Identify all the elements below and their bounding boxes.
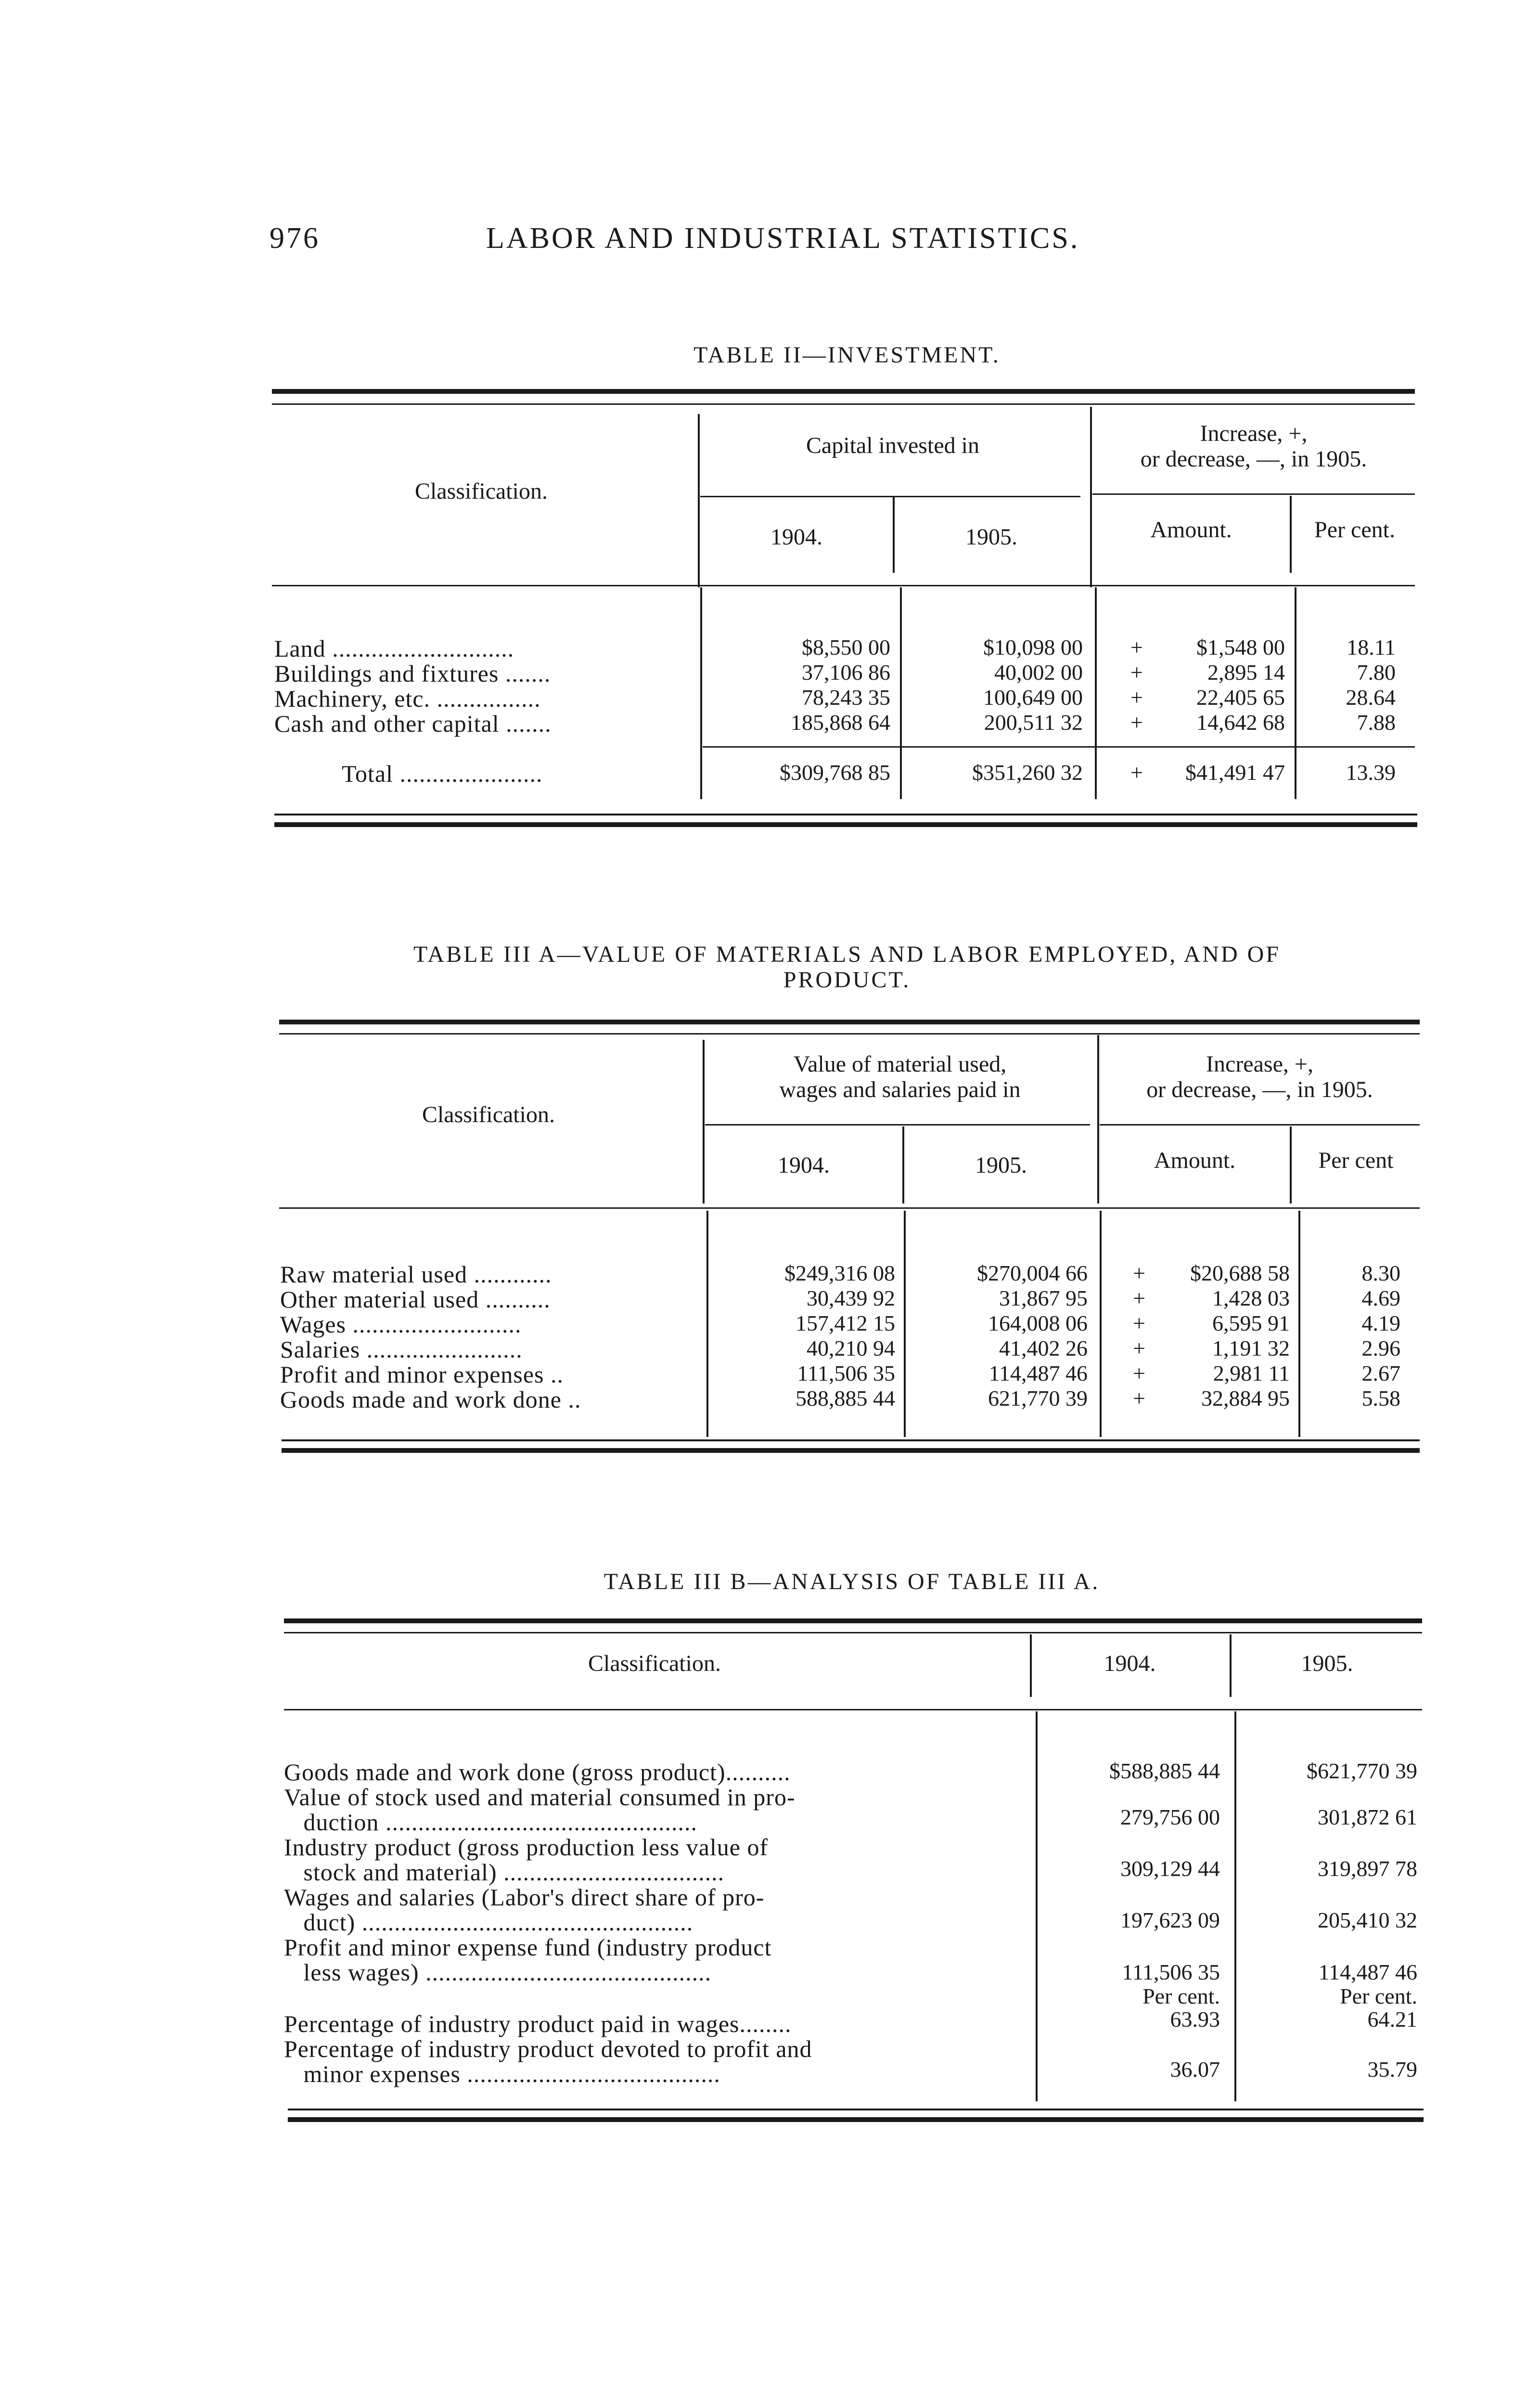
table3a-subrule-2 (1100, 1124, 1420, 1126)
table3a-row-label: Profit and minor expenses .. (280, 1361, 564, 1388)
table3a-col-amount: Amount. (1154, 1148, 1236, 1173)
running-header (270, 221, 1232, 265)
table2-cell-sign: + (1130, 635, 1143, 660)
table2-total-1904: $309,768 85 (780, 760, 890, 785)
table3a-vline-4 (1290, 1126, 1292, 1204)
table2-row-label: Cash and other capital ....... (274, 710, 552, 737)
table3a-cell-sign: + (1133, 1286, 1145, 1310)
table3a-vline-3 (902, 1126, 904, 1204)
table3a-col-percent: Per cent (1318, 1148, 1394, 1173)
table2-vline-3 (893, 496, 895, 573)
table2-row-label: Machinery, etc. ................ (274, 685, 541, 712)
table2-top-rule (272, 389, 1415, 394)
table2-cell-1904: $8,550 00 (802, 635, 890, 660)
table3a-row-label: Wages .......................... (280, 1311, 522, 1338)
table2-cell-amount: 14,642 68 (1196, 710, 1285, 735)
table2-body-vline-1 (700, 587, 702, 799)
table3a-top-rule (279, 1020, 1420, 1024)
table2-body-vline-2 (900, 587, 902, 799)
table3a-col-change: Increase, +, or decrease, —, in 1905. (1146, 1051, 1373, 1102)
table3b-cell-1905: 114,487 46 (1318, 1960, 1417, 1984)
table3a-bottom-rule-thin (282, 1439, 1420, 1441)
table2-bottom-rule (274, 822, 1417, 827)
table3a-cell-amount: 1,428 03 (1212, 1286, 1290, 1310)
table2-subrule-1 (700, 496, 1080, 497)
table3a-cell-sign: + (1133, 1361, 1145, 1385)
table3a-cell-1905: 31,867 95 (999, 1286, 1088, 1310)
table3b-top-rule (284, 1618, 1422, 1623)
table3a-row-label: Goods made and work done .. (280, 1386, 581, 1413)
table3a-cell-percent: 4.69 (1361, 1286, 1400, 1310)
table2-col-change: Increase, +, or decrease, —, in 1905. (1140, 421, 1367, 472)
table2-cell-1905: $10,098 00 (983, 635, 1083, 660)
table3b-percent-label-1904: Per cent. (1142, 1984, 1220, 2008)
table3a-header-rule (279, 1207, 1420, 1209)
running-title: LABOR AND INDUSTRIAL STATISTICS. (486, 222, 1080, 255)
table3a-vline-2 (1097, 1035, 1099, 1204)
table3b-body-vline-1 (1036, 1711, 1038, 2101)
table2-title: TABLE II—INVESTMENT. (693, 342, 1001, 368)
table3b-top-rule-thin (284, 1632, 1422, 1633)
table2-cell-1905: 40,002 00 (994, 660, 1083, 685)
table2-cell-1904: 185,868 64 (791, 710, 890, 735)
table2-cell-sign: + (1130, 685, 1143, 710)
table3b-row-line: Goods made and work done (gross product).......... (284, 1759, 791, 1786)
table3a-cell-percent: 2.96 (1361, 1336, 1400, 1360)
table2-col-classification: Classification. (415, 479, 548, 504)
table2-total-percent: 13.39 (1346, 760, 1396, 785)
table3b-row-line: duct) ................................................... (284, 1909, 693, 1936)
table3b-cell-1905: $621,770 39 (1307, 1759, 1417, 1783)
table3a-body-vline-4 (1298, 1211, 1300, 1437)
table3a-cell-1904: $249,316 08 (784, 1261, 895, 1285)
table3a-title-line1: TABLE III A—VALUE OF MATERIALS AND LABOR EMPLOYED, AND OF (413, 942, 1281, 967)
table3b-bottom-rule (288, 2117, 1424, 2122)
table3b-cell-1904: 36.07 (1170, 2057, 1220, 2082)
table2-header-rule (272, 585, 1415, 586)
table3b-col-1904: 1904. (1104, 1651, 1156, 1676)
table2-cell-percent: 7.80 (1357, 660, 1396, 685)
table2-cell-amount: $1,548 00 (1196, 635, 1285, 660)
table3b-cell-1904: 197,623 09 (1120, 1908, 1220, 1932)
table3b-cell-1904: 309,129 44 (1120, 1856, 1220, 1881)
table3a-cell-sign: + (1133, 1336, 1145, 1360)
table2-cell-percent: 28.64 (1346, 685, 1396, 710)
table2-vline-1 (698, 414, 700, 587)
table3a-cell-1904: 588,885 44 (796, 1386, 895, 1411)
table3a-col-value: Value of material used, wages and salaries paid in (779, 1051, 1021, 1102)
table3a-col-1905: 1905. (975, 1152, 1027, 1178)
table3a-cell-1905: 164,008 06 (988, 1311, 1088, 1335)
table2-cell-1904: 78,243 35 (802, 685, 890, 710)
table3b-cell-1905: 35.79 (1367, 2057, 1417, 2082)
table3b-head-vline-1 (1030, 1634, 1032, 1697)
table3a-cell-amount: 2,981 11 (1213, 1361, 1290, 1385)
table2-col-percent: Per cent. (1314, 517, 1395, 543)
table3b-cell-1904: 111,506 35 (1122, 1960, 1220, 1984)
table2-cell-percent: 18.11 (1347, 635, 1396, 660)
table3b-cell-1905: 301,872 61 (1318, 1805, 1417, 1829)
table2-bottom-rule-thin (274, 814, 1417, 815)
table3a-body-vline-2 (904, 1211, 906, 1437)
table3b-cell-1904: $588,885 44 (1109, 1759, 1220, 1783)
table3b-row-line: minor expenses ....................................... (284, 2060, 720, 2087)
table2-cell-1904: 37,106 86 (802, 660, 890, 685)
table3a-top-rule-thin (279, 1033, 1420, 1035)
table2-total-sign: + (1130, 760, 1143, 785)
table2-cell-1905: 200,511 32 (984, 710, 1083, 735)
table3a-cell-percent: 8.30 (1361, 1261, 1400, 1285)
table2-body-vline-3 (1095, 587, 1097, 799)
table3a-cell-amount: 6,595 91 (1212, 1311, 1290, 1335)
table3a-cell-1905: $270,004 66 (977, 1261, 1088, 1285)
table3a-cell-1904: 30,439 92 (807, 1286, 895, 1310)
table3a-cell-amount: 32,884 95 (1201, 1386, 1290, 1411)
table3b-cell-1904: 63.93 (1170, 2007, 1220, 2032)
table3a-cell-1905: 41,402 26 (999, 1336, 1088, 1360)
table3a-cell-sign: + (1133, 1261, 1145, 1285)
table3a-cell-1905: 621,770 39 (988, 1386, 1088, 1411)
table3a-cell-1904: 40,210 94 (807, 1336, 895, 1360)
table2-total-rule (703, 746, 1415, 748)
table2-col-1904: 1904. (770, 524, 822, 550)
table3b-cell-1905: 64.21 (1367, 2007, 1417, 2032)
table3a-row-label: Other material used .......... (280, 1286, 551, 1313)
table2-col-1905: 1905. (965, 524, 1017, 550)
table3a-cell-percent: 2.67 (1361, 1361, 1400, 1385)
table2-top-rule-thin (272, 403, 1415, 405)
table3b-row-line: less wages) ............................................ (284, 1959, 712, 1986)
table2-total-label: Total ...................... (342, 760, 543, 787)
table3a-title-line2: PRODUCT. (783, 967, 911, 993)
table3a-cell-percent: 4.19 (1361, 1311, 1400, 1335)
table3b-head-vline-2 (1230, 1634, 1232, 1697)
table3b-row-line: Profit and minor expense fund (industry product (284, 1934, 772, 1961)
table2-subrule-2 (1092, 493, 1415, 495)
table3a-cell-amount: 1,191 32 (1212, 1336, 1290, 1360)
table3b-row-line: duction ................................................ (284, 1809, 697, 1836)
table2-row-label: Buildings and fixtures ....... (274, 660, 551, 687)
table2-col-amount: Amount. (1150, 517, 1232, 543)
table3b-row-line: Industry product (gross production less value of (284, 1834, 769, 1861)
page-number: 976 (270, 222, 320, 255)
table3b-col-1905: 1905. (1301, 1651, 1353, 1676)
table2-col-capital: Capital invested in (806, 433, 979, 458)
table3b-cell-1905: 205,410 32 (1318, 1908, 1417, 1932)
table2-total-amount: $41,491 47 (1185, 760, 1285, 785)
table3b-row-line: Value of stock used and material consumed in pro- (284, 1784, 796, 1811)
table2-row-label: Land ............................ (274, 635, 514, 662)
table2-vline-4 (1290, 496, 1292, 573)
table3a-body-vline-3 (1100, 1211, 1102, 1437)
table3a-vline-1 (703, 1040, 705, 1204)
table2-cell-1905: 100,649 00 (983, 685, 1083, 710)
table2-cell-sign: + (1130, 710, 1143, 735)
table3a-subrule-1 (705, 1124, 1090, 1126)
table3b-row-line: Percentage of industry product paid in wages........ (284, 2010, 792, 2037)
table2-cell-sign: + (1130, 660, 1143, 685)
table3a-col-1904: 1904. (778, 1152, 830, 1178)
table3a-cell-amount: $20,688 58 (1190, 1261, 1290, 1285)
table3b-title: TABLE III B—ANALYSIS OF TABLE III A. (603, 1569, 1100, 1594)
table3a-row-label: Salaries ........................ (280, 1336, 523, 1363)
table3a-row-label: Raw material used ............ (280, 1261, 552, 1288)
table3b-row-line: stock and material) .................................. (284, 1859, 725, 1886)
table2-body-vline-4 (1295, 587, 1296, 799)
table3b-cell-1905: 319,897 78 (1318, 1856, 1417, 1881)
table3a-cell-sign: + (1133, 1386, 1145, 1411)
table3a-cell-1905: 114,487 46 (988, 1361, 1088, 1385)
table2-cell-amount: 22,405 65 (1196, 685, 1285, 710)
table2-vline-2 (1090, 407, 1092, 587)
table3b-body-vline-2 (1234, 1711, 1236, 2101)
table3a-cell-1904: 157,412 15 (796, 1311, 895, 1335)
table2-cell-amount: 2,895 14 (1207, 660, 1285, 685)
table3b-row-line: Percentage of industry product devoted to profit and (284, 2035, 812, 2062)
table3b-col-classification: Classification. (588, 1651, 721, 1676)
table3a-cell-1904: 111,506 35 (797, 1361, 895, 1385)
table3a-cell-percent: 5.58 (1361, 1386, 1400, 1411)
table3a-bottom-rule (282, 1448, 1420, 1453)
table3b-header-rule (284, 1709, 1422, 1710)
table3a-col-classification: Classification. (422, 1102, 555, 1127)
table2-total-1905: $351,260 32 (972, 760, 1083, 785)
table3a-body-vline-1 (706, 1211, 708, 1437)
table3b-percent-label-1905: Per cent. (1340, 1984, 1417, 2008)
table2-cell-percent: 7.88 (1357, 710, 1396, 735)
table3a-cell-sign: + (1133, 1311, 1145, 1335)
table3b-row-line: Wages and salaries (Labor's direct share of pro- (284, 1884, 765, 1911)
table3b-bottom-rule-thin (288, 2109, 1424, 2110)
table3b-cell-1904: 279,756 00 (1120, 1805, 1220, 1829)
